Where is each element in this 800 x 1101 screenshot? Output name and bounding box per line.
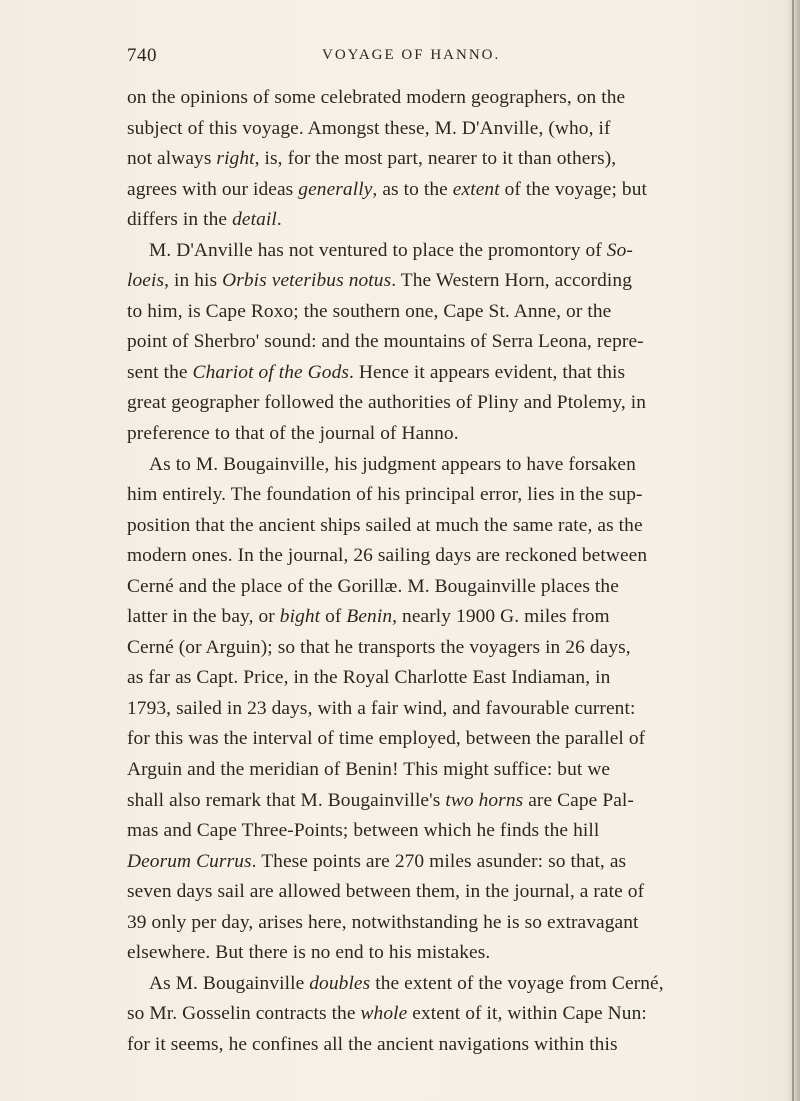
italic-text: extent [452, 178, 500, 200]
text-line [127, 450, 687, 481]
text-line [127, 572, 687, 603]
text-run: . These points are 270 miles asunder: so that, as [251, 850, 627, 872]
text-run: preference to that of the journal of Hanno. [127, 423, 459, 445]
italic-text: Chariot of the Gods [192, 361, 350, 383]
text-run: elsewhere. But there is no end to his mistakes. [127, 942, 491, 964]
text-run: shall also remark that M. Bougainville's [127, 789, 446, 811]
running-head: VOYAGE OF HANNO. [322, 47, 501, 63]
text-line [127, 1030, 687, 1061]
text-run: differs in the [127, 209, 233, 231]
italic-text: So- [606, 239, 633, 261]
text-run: 39 only per day, arises here, notwithstanding he is so extravagant [127, 911, 639, 933]
text-run: latter in the bay, or [127, 606, 280, 628]
text-line [127, 786, 687, 817]
text-run: . The Western Horn, according [391, 270, 632, 292]
text-run: Cerné (or Arguin); so that he transports the voyagers in 26 days, [127, 636, 631, 658]
text-run: as far as Capt. Price, in the Royal Charlotte East Indiaman, in [127, 667, 611, 689]
text-run: As M. Bougainville [149, 972, 310, 994]
text-run: Arguin and the meridian of Benin! This might suffice: but we [127, 759, 611, 781]
text-run: 1793, sailed in 23 days, with a fair wind, and favourable current: [127, 697, 636, 719]
italic-text: doubles [309, 972, 371, 994]
text-run: . [276, 209, 282, 231]
text-line [127, 205, 687, 236]
text-run: of the voyage; but [499, 178, 647, 200]
text-run: , nearly 1900 G. miles from [392, 606, 610, 628]
text-line [127, 236, 687, 267]
text-run: mas and Cape Three-Points; between which he finds the hill [127, 820, 600, 842]
text-line [127, 266, 687, 297]
italic-text: detail [232, 209, 277, 231]
text-line [127, 724, 687, 755]
text-line [127, 999, 687, 1030]
text-run: great geographer followed the authorities of Pliny and Ptolemy, in [127, 392, 647, 414]
text-line [127, 144, 687, 175]
text-line [127, 816, 687, 847]
text-run: subject of this voyage. Amongst these, M. D'Anville, (who, if [127, 117, 611, 139]
text-run: , as to the [372, 178, 453, 200]
text-run: sent the [127, 361, 193, 383]
text-line [127, 847, 687, 878]
text-run: so Mr. Gosselin contracts the [127, 1003, 361, 1025]
text-run: agrees with our ideas [127, 178, 299, 200]
text-run: . Hence it appears evident, that this [349, 361, 626, 383]
italic-text: Orbis veteribus notus [222, 270, 392, 292]
text-line [127, 633, 687, 664]
text-line [127, 388, 687, 419]
text-run: , is, for the most part, nearer to it than others), [254, 148, 617, 170]
text-run: of [320, 606, 347, 628]
text-line [127, 602, 687, 633]
text-run: to him, is Cape Roxo; the southern one, Cape St. Anne, or the [127, 300, 612, 322]
italic-text: bight [279, 606, 321, 628]
text-line [127, 663, 687, 694]
page-header [127, 45, 687, 75]
text-line [127, 358, 687, 389]
text-line [127, 114, 687, 145]
italic-text: Deorum Currus [127, 850, 252, 872]
italic-text: generally [298, 178, 373, 200]
text-line [127, 877, 687, 908]
text-run: point of Sherbro' sound: and the mountains of Serra Leona, repre- [127, 331, 644, 353]
text-line [127, 480, 687, 511]
text-run: modern ones. In the journal, 26 sailing days are reckoned between [127, 545, 648, 567]
text-line [127, 327, 687, 358]
text-line [127, 83, 687, 114]
text-line [127, 755, 687, 786]
text-run: As to M. Bougainville, his judgment appears to have forsaken [149, 453, 636, 475]
text-run: , in his [164, 270, 223, 292]
italic-text: whole [360, 1003, 408, 1025]
text-run: position that the ancient ships sailed at much the same rate, as the [127, 514, 643, 536]
text-line [127, 908, 687, 939]
text-line [127, 541, 687, 572]
text-run: seven days sail are allowed between them, in the journal, a rate of [127, 881, 645, 903]
page-number: 740 [127, 45, 157, 66]
text-run: him entirely. The foundation of his principal error, lies in the sup- [127, 484, 643, 506]
text-line [127, 175, 687, 206]
binding-rule [792, 0, 794, 1101]
text-line [127, 694, 687, 725]
text-run: on the opinions of some celebrated modern geographers, on the [127, 87, 626, 108]
italic-text: loeis [127, 270, 165, 292]
text-run: not always [127, 148, 217, 170]
text-run: are Cape Pal- [523, 789, 634, 811]
text-line [127, 969, 687, 1000]
text-run: M. D'Anville has not ventured to place the promontory of [149, 239, 607, 261]
text-run: extent of it, within Cape Nun: [407, 1003, 647, 1025]
italic-text: right [216, 148, 255, 170]
text-line [127, 419, 687, 450]
text-line [127, 938, 687, 969]
text-run: for it seems, he confines all the ancient navigations within this [127, 1033, 618, 1055]
text-run: the extent of the voyage from Cerné, [370, 972, 664, 994]
italic-text: two horns [445, 789, 524, 811]
body-text [127, 83, 687, 1061]
text-line [127, 297, 687, 328]
text-line [127, 511, 687, 542]
text-run: for this was the interval of time employed, between the parallel of [127, 728, 646, 750]
text-run: Cerné and the place of the Gorillæ. M. Bougainville places the [127, 575, 619, 597]
italic-text: Benin [346, 606, 393, 628]
